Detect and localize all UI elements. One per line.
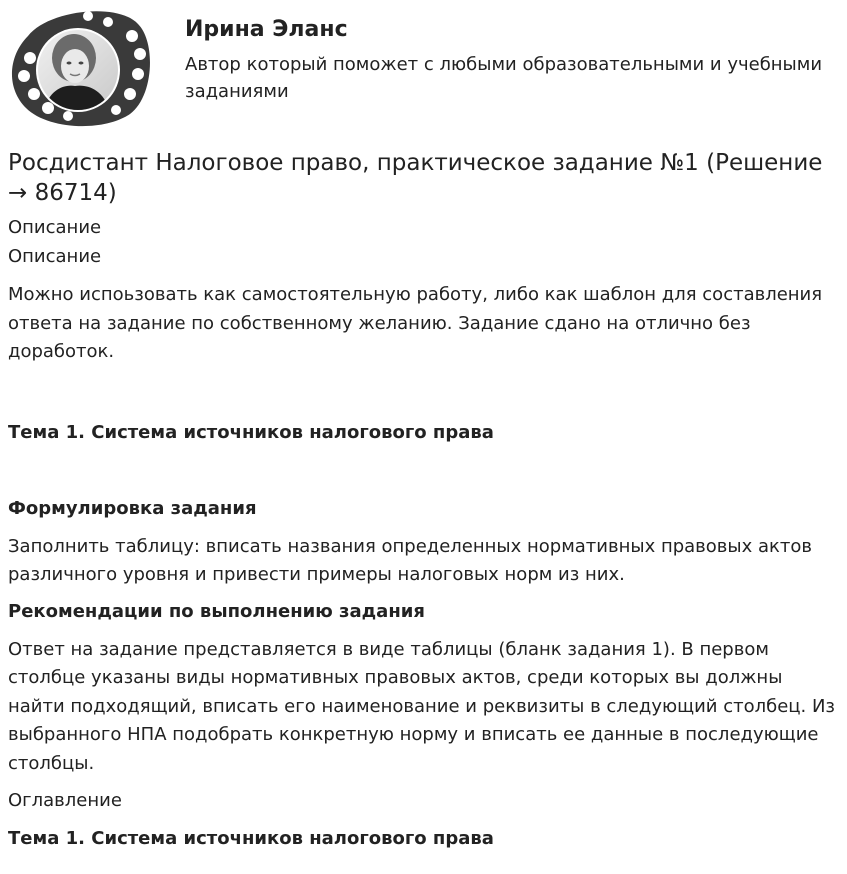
author-card: [8, 6, 838, 128]
toc-topic-heading: Тема 1. Система источников налогового права: [8, 827, 494, 849]
author-bio: Автор который поможет с любыми образовательными и учебными заданиями: [185, 54, 823, 102]
article-content: [8, 148, 838, 853]
recommendations-heading: Рекомендации по выполнению задания: [8, 600, 425, 622]
recommendations-paragraph: Ответ на задание представляется в виде таблицы (бланк задания 1). В первом столбце указаны виды нормативных правовых актов, среди которых вы должны найти подходящий, вписать его наименование и реквизиты в следующий столбец. Из выбранного НПА подобрать конкретную норму и вписать ее данные в последующие столбцы.: [8, 638, 835, 774]
description-sublabel: Описание: [8, 245, 102, 267]
task-heading: Формулировка задания: [8, 497, 257, 519]
author-name[interactable]: Ирина Эланс: [185, 17, 348, 42]
description-label: Описание: [8, 217, 102, 238]
topic-heading: Тема 1. Система источников налогового права: [8, 421, 494, 443]
page-title: Росдистант Налоговое право, практическое задание №1 (Решение → 86714): [8, 150, 823, 206]
intro-paragraph: Можно испоьзовать как самостоятельную работу, либо как шаблон для составления ответа на задание по собственному желанию. Задание сдано на отлично без доработок.: [8, 284, 823, 362]
toc-label: Оглавление: [8, 790, 122, 811]
task-paragraph: Заполнить таблицу: вписать названия определенных нормативных правовых актов различного уровня и привести примеры налоговых норм из них.: [8, 535, 813, 585]
author-avatar[interactable]: [8, 6, 152, 128]
